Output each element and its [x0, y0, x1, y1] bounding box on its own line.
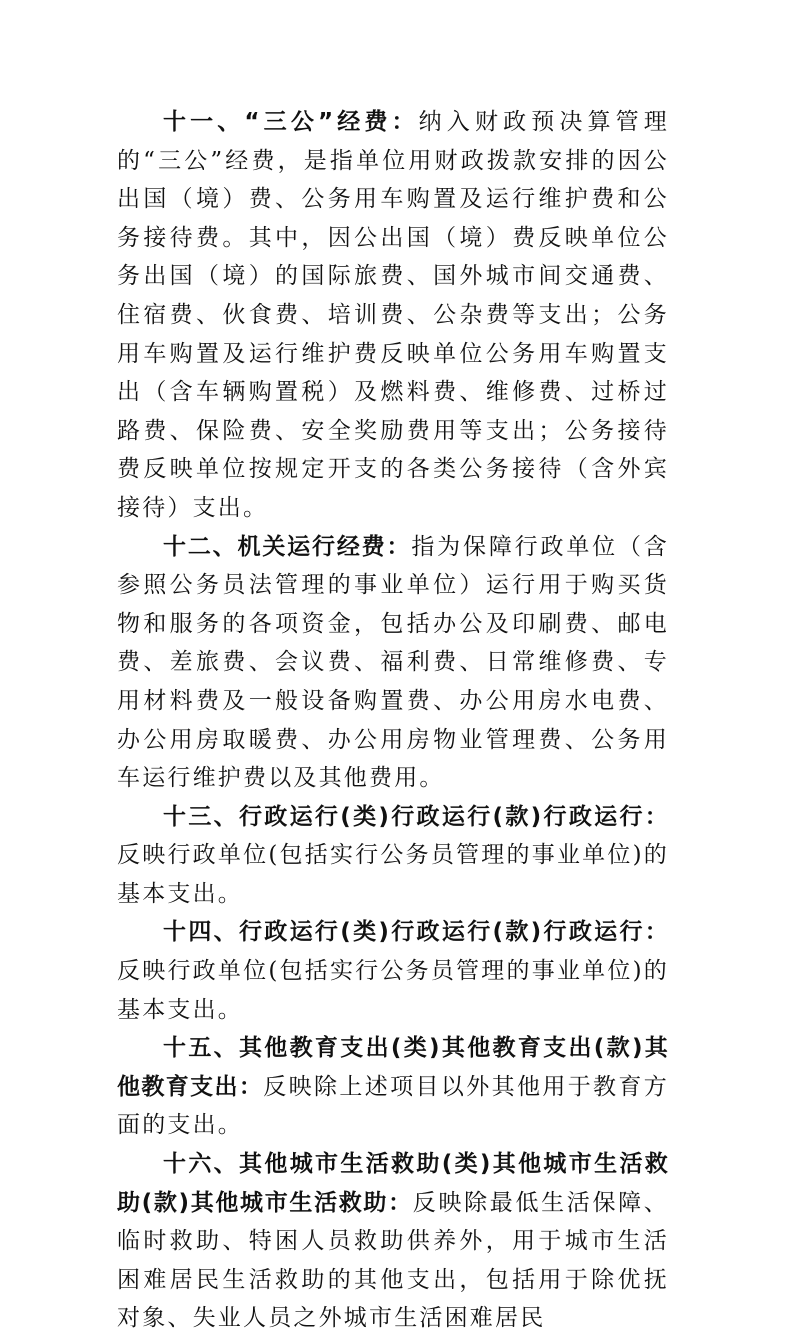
paragraph-term: 十三、行政运行(类)行政运行(款)行政运行： — [163, 803, 669, 830]
paragraph-body: 反映行政单位(包括实行公务员管理的事业单位)的基本支出。 — [117, 958, 669, 1023]
paragraph-body: 指为保障行政单位（含参照公务员法管理的事业单位）运行用于购买货物和服务的各项资金，包括办公及印刷费、邮电费、差旅费、会议费、福利费、日常维修费、专用材料费及一般设备购置费、办公用房水电费、办公用房取暖费、办公用房物业管理费、公务用车运行维护费以及其他费用。 — [117, 533, 670, 792]
paragraph-term: 十五、其他教育支出(类)其他教育支出(款)其他教育支出： — [117, 1035, 669, 1100]
paragraph-term: 十一、“三公”经费： — [163, 109, 419, 135]
paragraph-body: 反映除最低生活保障、临时救助、特困人员救助供养外，用于城市生活困难居民生活救助的其他支出，包括用于除优抚对象、失业人员之外城市生活困难居民 — [117, 1189, 670, 1332]
paragraph-body: 反映除上述项目以外其他用于教育方面的支出。 — [117, 1073, 670, 1139]
document-page — [117, 103, 669, 1338]
paragraph-14 — [117, 913, 669, 1029]
paragraph-11 — [117, 103, 669, 528]
paragraph-12 — [117, 528, 669, 798]
paragraph-15 — [117, 1029, 669, 1145]
paragraph-16 — [117, 1145, 669, 1338]
paragraph-term: 十六、其他城市生活救助(类)其他城市生活救助(款)其他城市生活救助： — [117, 1151, 669, 1216]
paragraph-term: 十二、机关运行经费： — [163, 533, 412, 560]
paragraph-body: 纳入财政预决算管理的“三公”经费，是指单位用财政拨款安排的因公出国（境）费、公务用车购置及运行维护费和公务接待费。其中，因公出国（境）费反映单位公务出国（境）的国际旅费、国外城市间交通费、住宿费、伙食费、培训费、公杂费等支出；公务用车购置及运行维护费反映单位公务用车购置支出（含车辆购置税）及燃料费、维修费、过桥过路费、保险费、安全奖励费用等支出；公务接待费反映单位按规定开支的各类公务接待（含外宾接待）支出。 — [117, 109, 669, 521]
paragraph-body: 反映行政单位(包括实行公务员管理的事业单位)的基本支出。 — [117, 842, 669, 907]
paragraph-term: 十四、行政运行(类)行政运行(款)行政运行： — [163, 919, 669, 946]
paragraph-13 — [117, 798, 669, 914]
